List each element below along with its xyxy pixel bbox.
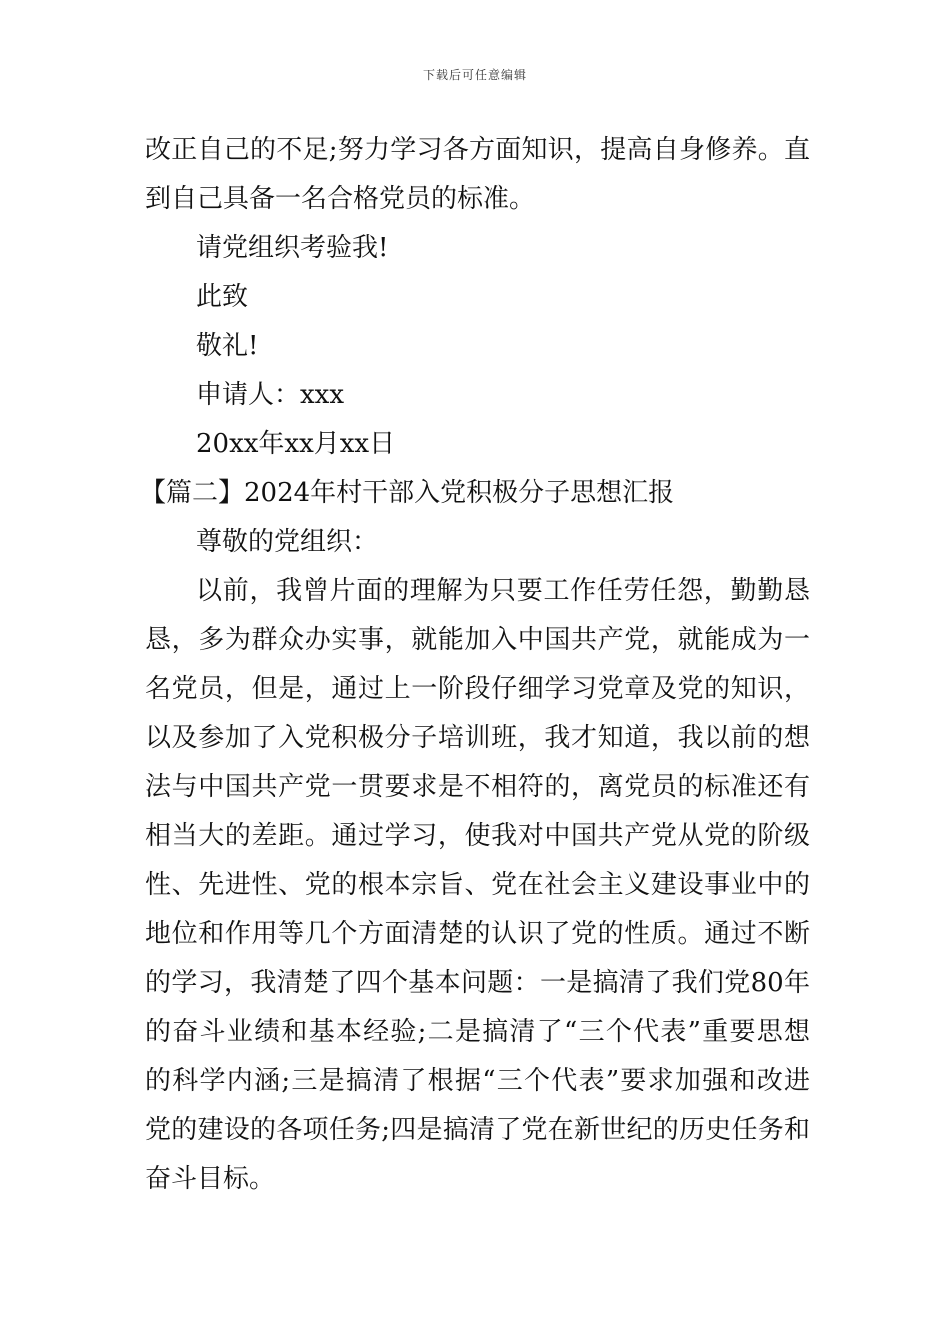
paragraph-line: 以前，我曾片面的理解为只要工作任劳任怨，勤勤恳 [196, 576, 810, 606]
paragraph-line: 的奋斗业绩和基本经验;二是搞清了“三个代表”重要思想 [145, 1017, 810, 1047]
paragraph-line: 以及参加了入党积极分子培训班，我才知道，我以前的想 [145, 723, 810, 753]
paragraph-line: 党的建设的各项任务;四是搞清了党在新世纪的历史任务和 [145, 1115, 810, 1145]
paragraph-line: 名党员，但是，通过上一阶段仔细学习党章及党的知识， [145, 674, 810, 704]
greeting-line: 尊敬的党组织： [196, 527, 379, 557]
closing-request: 请党组织考验我! [196, 233, 389, 263]
section-heading: 【篇二】2024年村干部入党积极分子思想汇报 [140, 478, 675, 508]
paragraph-line: 恳，多为群众办实事，就能加入中国共产党，就能成为一 [145, 625, 810, 655]
paragraph-line: 性、先进性、党的根本宗旨、党在社会主义建设事业中的 [145, 870, 810, 900]
date-line: 20xx年xx月xx日 [196, 429, 396, 459]
paragraph-line: 改正自己的不足;努力学习各方面知识，提高自身修养。直 [145, 135, 810, 165]
document-body [140, 126, 810, 1204]
paragraph-line: 奋斗目标。 [145, 1164, 276, 1194]
paragraph-line: 的学习，我清楚了四个基本问题：一是搞清了我们党80年 [145, 968, 810, 998]
paragraph-line: 相当大的差距。通过学习，使我对中国共产党从党的阶级 [145, 821, 810, 851]
paragraph-line: 到自己具备一名合格党员的标准。 [145, 184, 536, 214]
salutation-line: 此致 [196, 282, 249, 312]
paragraph-line: 的科学内涵;三是搞清了根据“三个代表”要求加强和改进 [145, 1066, 810, 1096]
paragraph-line: 地位和作用等几个方面清楚的认识了党的性质。通过不断 [145, 919, 810, 949]
paragraph-line: 法与中国共产党一贯要求是不相符的，离党员的标准还有 [145, 772, 810, 802]
page-header-note: 下载后可任意编辑 [422, 68, 527, 82]
salutation-line: 敬礼! [196, 331, 259, 361]
applicant-line: 申请人：xxx [196, 380, 344, 410]
